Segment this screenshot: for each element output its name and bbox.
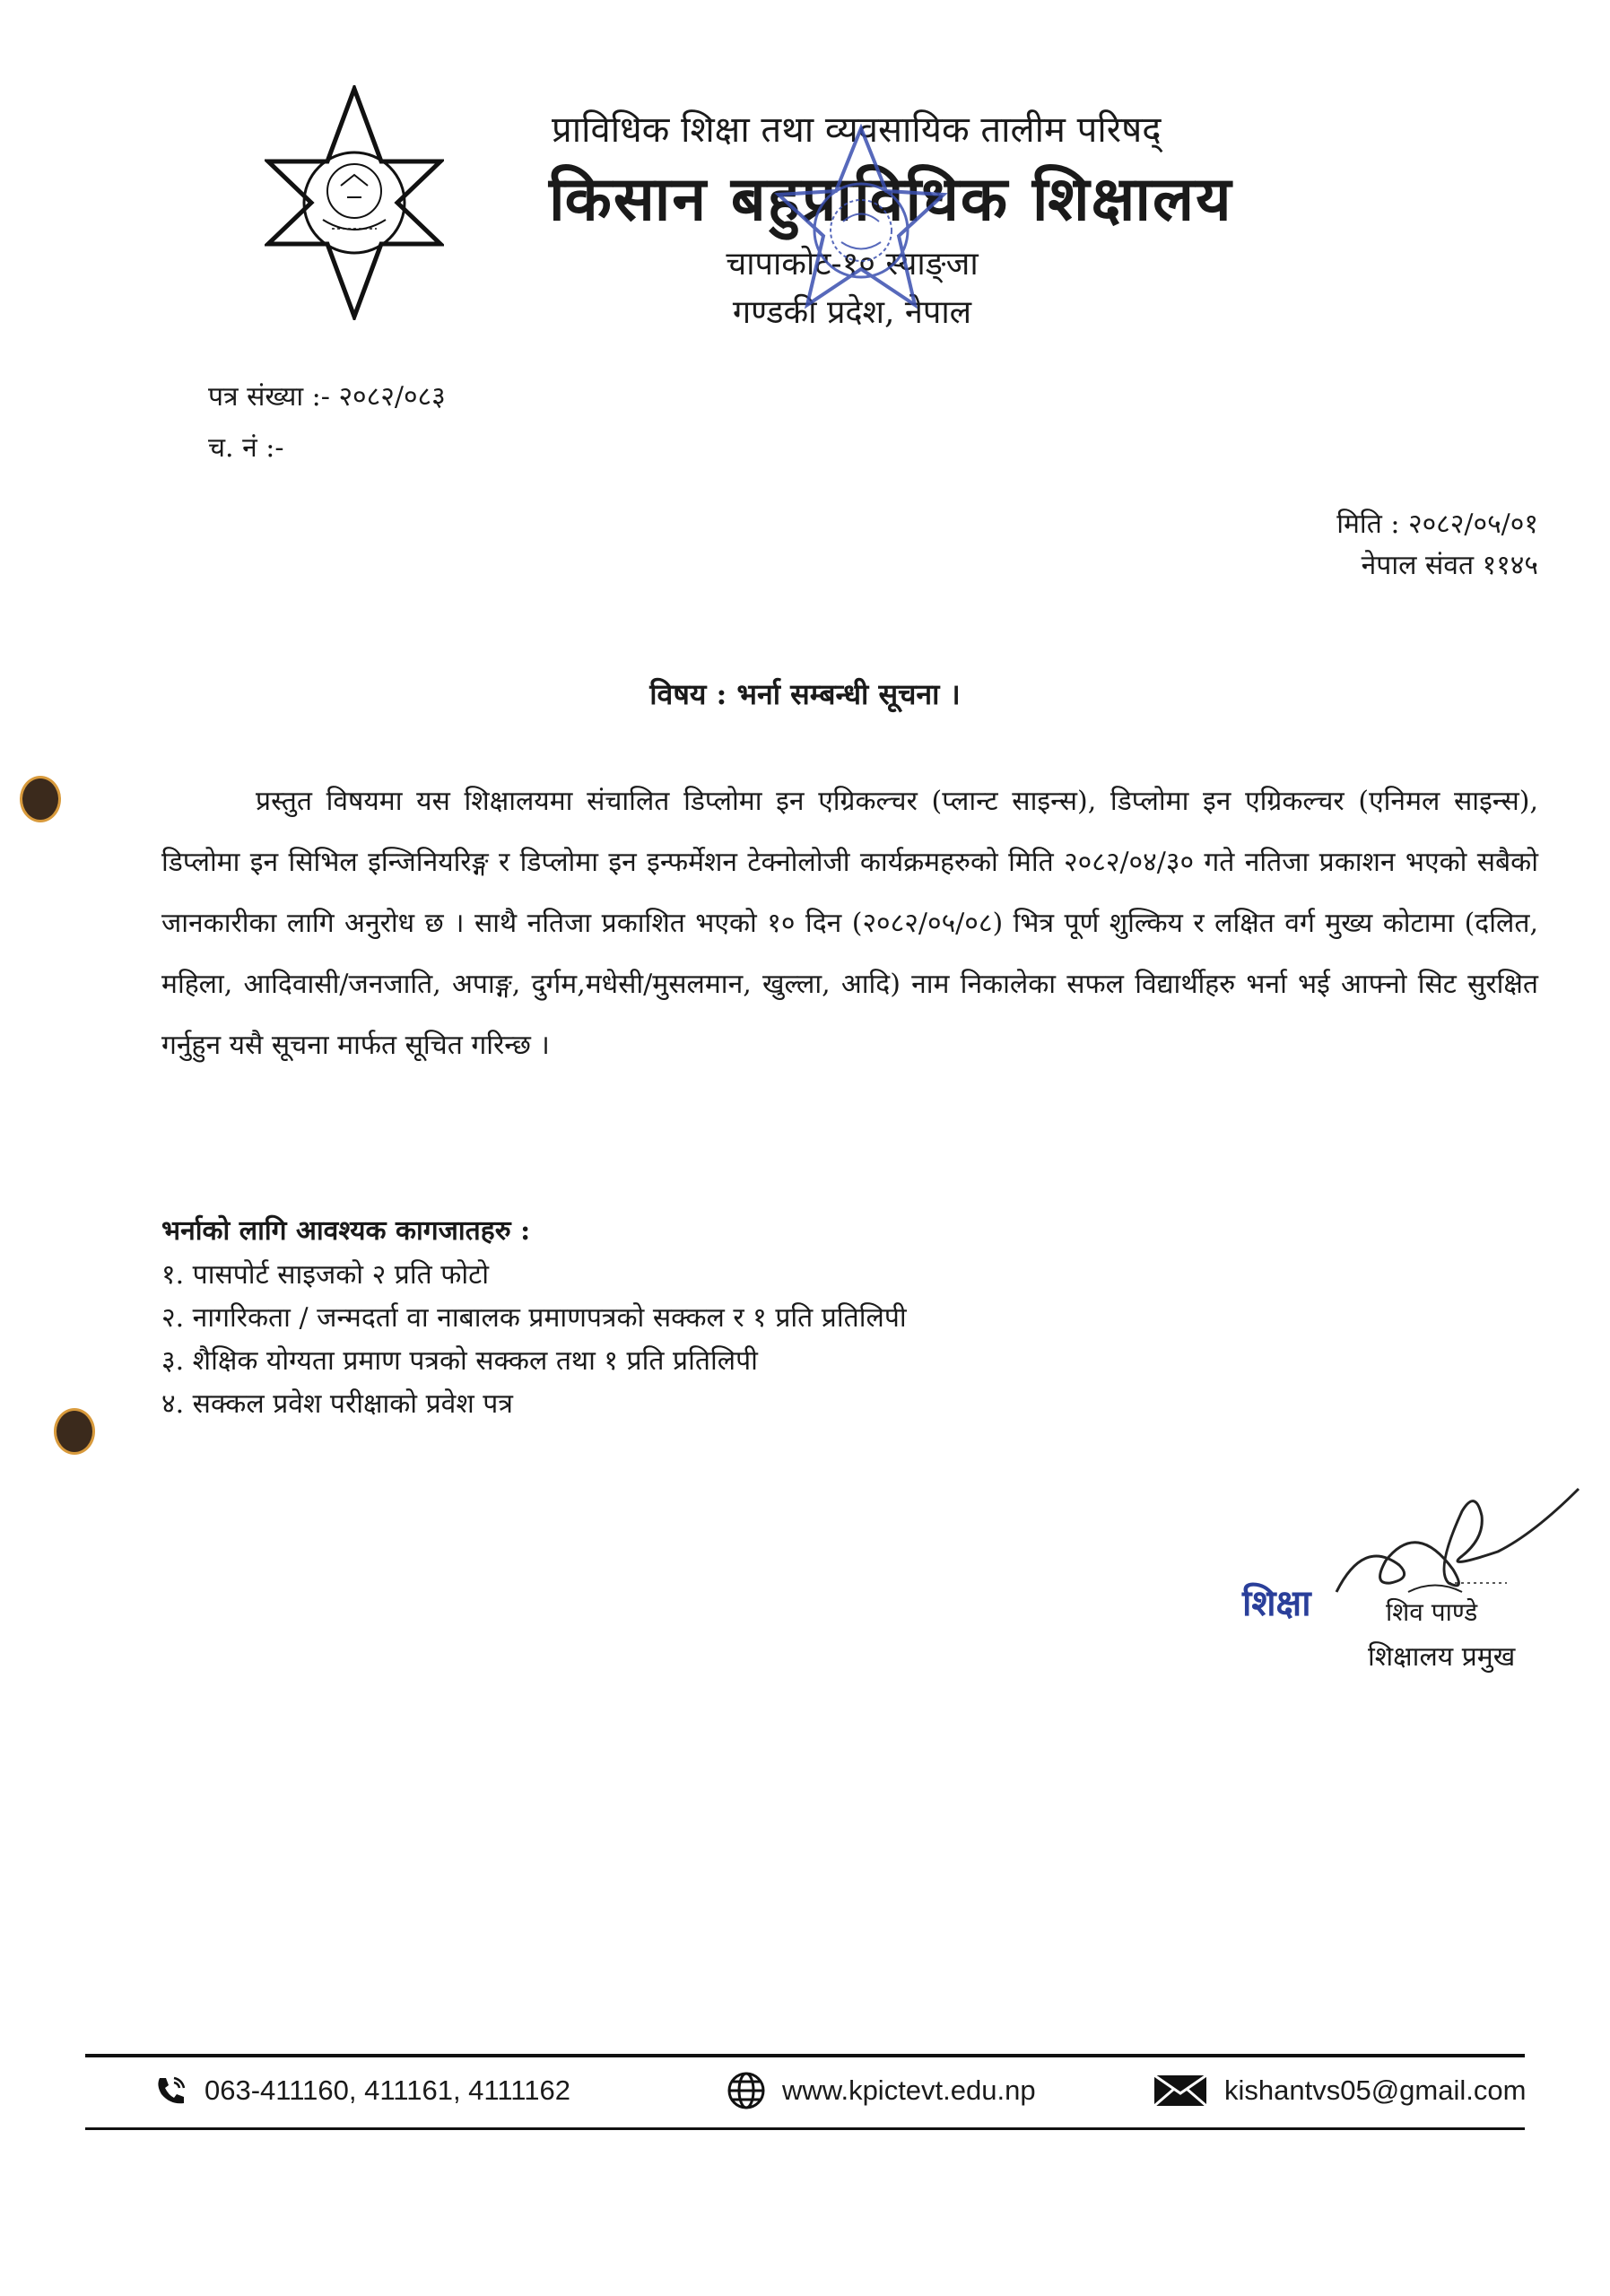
notice-body: प्रस्तुत विषयमा यस शिक्षालयमा संचालित डिप्लोमा इन एग्रिकल्चर (प्लान्ट साइन्स), डिप्लोमा इन एग्रिकल्चर (एनिमल साइन्स), डिप्लोमा इन सिभिल इन्जिनियरिङ्ग र डिप्लोमा इन इन्फर्मेशन टेक्नोलोजी कार्यक्रमहरुको मिति २०८२/०४/३० गते नतिजा प्रकाशन भएको सबैको जानकारीका लागि अनुरोध छ । साथै नतिजा प्रकाशित भएको १० दिन (२०८२/०५/०८) भित्र पूर्ण शुल्किय र लक्षित वर्ग मुख्य कोटामा (दलित, महिला, आदिवासी/जनजाति, अपाङ्ग, दुर्गम,मधेसी/मुसलमान, खुल्ला, आदि) नाम निकालेका सफल विद्यार्थीहरु भर्ना भई आफ्नो सिट सुरक्षित गर्नुहुन यसै सूचना मार्फत सूचित गरिन्छ । <box>161 786 1538 1061</box>
address-line-2: गण्डकी प्रदेश, नेपाल <box>732 294 972 331</box>
website-link[interactable]: www.kpictevt.edu.np <box>782 2074 1036 2106</box>
globe-icon <box>727 2071 766 2110</box>
nepal-samvat-date: नेपाल संवत ११४५ <box>1361 550 1538 581</box>
footer-email[interactable] <box>1153 2070 1526 2111</box>
requirements-list <box>161 1254 907 1426</box>
school-seal-icon <box>771 121 951 341</box>
council-name: प्राविधिक शिक्षा तथा व्यवसायिक तालीम परिषद् <box>552 109 1162 151</box>
requirements-heading: भर्नाको लागि आवश्यक कागजातहरु : <box>161 1215 531 1247</box>
email-link[interactable]: kishantvs05@gmail.com <box>1224 2074 1527 2106</box>
phone-numbers: 063-411160, 411161, 4111162 <box>205 2074 570 2106</box>
dispatch-number: च. नं :- <box>208 432 284 464</box>
requirement-item: ४. सक्कल प्रवेश परीक्षाको प्रवेश पत्र <box>161 1388 513 1420</box>
letter-date: मिति : २०८२/०५/०१ <box>1336 509 1538 540</box>
nepal-emblem-icon <box>265 85 444 320</box>
signatory-name: शिव पाण्डे <box>1386 1597 1478 1627</box>
footer-top-rule <box>85 2054 1525 2057</box>
envelope-icon <box>1153 2074 1208 2108</box>
footer-bottom-rule <box>85 2127 1525 2130</box>
requirement-item: ३. शैक्षिक योग्यता प्रमाण पत्रको सक्कल तथा १ प्रति प्रतिलिपी <box>161 1345 758 1377</box>
address-line-1: चापाकोट-१० स्याङ्जा <box>726 246 979 283</box>
signatory-title: शिक्षालय प्रमुख <box>1368 1641 1516 1673</box>
phone-icon <box>152 2073 188 2109</box>
stamp-text: शिक्षा <box>1242 1583 1311 1624</box>
footer-website[interactable] <box>727 2070 1036 2111</box>
letter-subject: विषय : भर्ना सम्बन्धी सूचना । <box>649 677 961 711</box>
school-name: किसान बहुप्राविधिक शिक्षालय <box>549 163 1233 235</box>
punch-hole <box>20 776 61 822</box>
letter-ref-number: पत्र संख्या :- २०८२/०८३ <box>208 381 446 413</box>
requirement-item: १. पासपोर्ट साइजको २ प्रति फोटो <box>161 1259 490 1291</box>
footer-phone <box>152 2070 570 2111</box>
punch-hole <box>54 1408 95 1455</box>
requirement-item: २. नागरिकता / जन्मदर्ता वा नाबालक प्रमाणपत्रको सक्कल र १ प्रति प्रतिलिपी <box>161 1302 907 1334</box>
